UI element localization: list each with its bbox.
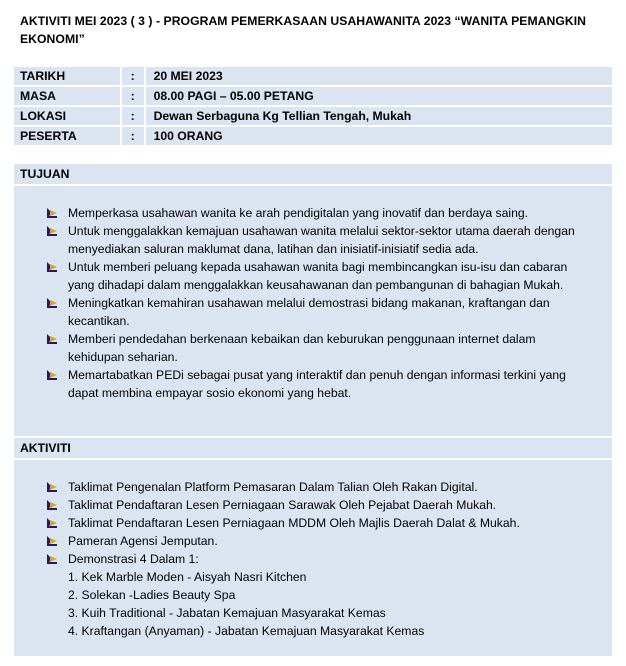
list-item <box>46 204 592 222</box>
sub-list-item: 3. Kuih Traditional - Jabatan Kemajuan Masyarakat Kemas <box>68 606 386 620</box>
list-item <box>46 258 592 294</box>
diamond-arrow-bullet-icon <box>46 207 58 219</box>
info-label: PESERTA <box>14 126 120 146</box>
diamond-arrow-bullet-icon <box>46 261 58 273</box>
list-item-text: Memartabatkan PEDi sebagai pusat yang interaktif dan penuh dengan informasi terkini yang dapat membina empayar sosio ekonomi yang hebat. <box>68 368 566 400</box>
list-item <box>46 514 592 532</box>
info-row-tarikh <box>14 66 612 86</box>
info-colon: : <box>122 106 144 126</box>
list-item-text: Demonstrasi 4 Dalam 1: <box>68 552 199 566</box>
info-row-peserta <box>14 126 612 146</box>
info-value: 20 MEI 2023 <box>146 66 612 86</box>
info-table <box>14 66 612 146</box>
info-value: 08.00 PAGI – 05.00 PETANG <box>146 86 612 106</box>
diamond-arrow-bullet-icon <box>46 225 58 237</box>
info-row-lokasi <box>14 106 612 126</box>
tujuan-heading: TUJUAN <box>14 164 612 186</box>
list-item <box>46 478 592 496</box>
diamond-arrow-bullet-icon <box>46 369 58 381</box>
info-row-masa <box>14 86 612 106</box>
info-colon: : <box>122 126 144 146</box>
aktiviti-heading: AKTIVITI <box>14 438 612 460</box>
sub-list-item: 1. Kek Marble Moden - Aisyah Nasri Kitchen <box>68 570 307 584</box>
info-label: LOKASI <box>14 106 120 126</box>
info-colon: : <box>122 66 144 86</box>
tujuan-list <box>46 204 592 402</box>
diamond-arrow-bullet-icon <box>46 481 58 493</box>
list-item <box>46 532 592 550</box>
list-item <box>46 222 592 258</box>
list-item-text: Memperkasa usahawan wanita ke arah pendigitalan yang inovatif dan berdaya saing. <box>68 206 529 220</box>
document-title: AKTIVITI MEI 2023 ( 3 ) - PROGRAM PEMERKASAAN USAHAWANITA 2023 “WANITA PEMANGKIN EKONOMI” <box>20 14 587 46</box>
sub-list-item: 2. Solekan -Ladies Beauty Spa <box>68 588 236 602</box>
list-item-text: Untuk memberi peluang kepada usahawan wanita bagi membincangkan isu-isu dan cabaran yang dihadapi dalam menggalakkan keusahawanan dan pembangunan di bahagian Mukah. <box>68 260 568 292</box>
list-item-text: Taklimat Pendaftaran Lesen Perniagaan MDDM Oleh Majlis Daerah Dalat & Mukah. <box>68 516 520 530</box>
aktiviti-list <box>46 478 592 640</box>
diamond-arrow-bullet-icon <box>46 297 58 309</box>
sub-list-item: 4. Kraftangan (Anyaman) - Jabatan Kemajuan Masyarakat Kemas <box>68 624 425 638</box>
demonstrasi-sub-list <box>68 568 592 640</box>
info-label: TARIKH <box>14 66 120 86</box>
list-item <box>46 330 592 366</box>
diamond-arrow-bullet-icon <box>46 553 58 565</box>
info-value: 100 ORANG <box>146 126 612 146</box>
list-item <box>46 294 592 330</box>
list-item-text: Meningkatkan kemahiran usahawan melalui demostrasi bidang makanan, kraftangan dan kecantikan. <box>68 296 550 328</box>
list-item-text: Taklimat Pendaftaran Lesen Perniagaan Sarawak Oleh Pejabat Daerah Mukah. <box>68 498 497 512</box>
info-label: MASA <box>14 86 120 106</box>
diamond-arrow-bullet-icon <box>46 499 58 511</box>
diamond-arrow-bullet-icon <box>46 333 58 345</box>
tujuan-section <box>14 186 612 436</box>
info-value: Dewan Serbaguna Kg Tellian Tengah, Mukah <box>146 106 612 126</box>
diamond-arrow-bullet-icon <box>46 535 58 547</box>
list-item <box>46 496 592 514</box>
list-item-text: Taklimat Pengenalan Platform Pemasaran Dalam Talian Oleh Rakan Digital. <box>68 480 478 494</box>
diamond-arrow-bullet-icon <box>46 517 58 529</box>
list-item <box>46 550 592 640</box>
list-item <box>46 366 592 402</box>
info-colon: : <box>122 86 144 106</box>
list-item-text: Untuk menggalakkan kemajuan usahawan wanita melalui sektor-sektor utama daerah dengan menyediakan saluran maklumat dana, latihan dan inisiatif-inisiatif sedia ada. <box>68 224 575 256</box>
aktiviti-section <box>14 460 612 656</box>
list-item-text: Memberi pendedahan berkenaan kebaikan dan keburukan penggunaan internet dalam kehidupan seharian. <box>68 332 536 364</box>
list-item-text: Pameran Agensi Jemputan. <box>68 534 218 548</box>
